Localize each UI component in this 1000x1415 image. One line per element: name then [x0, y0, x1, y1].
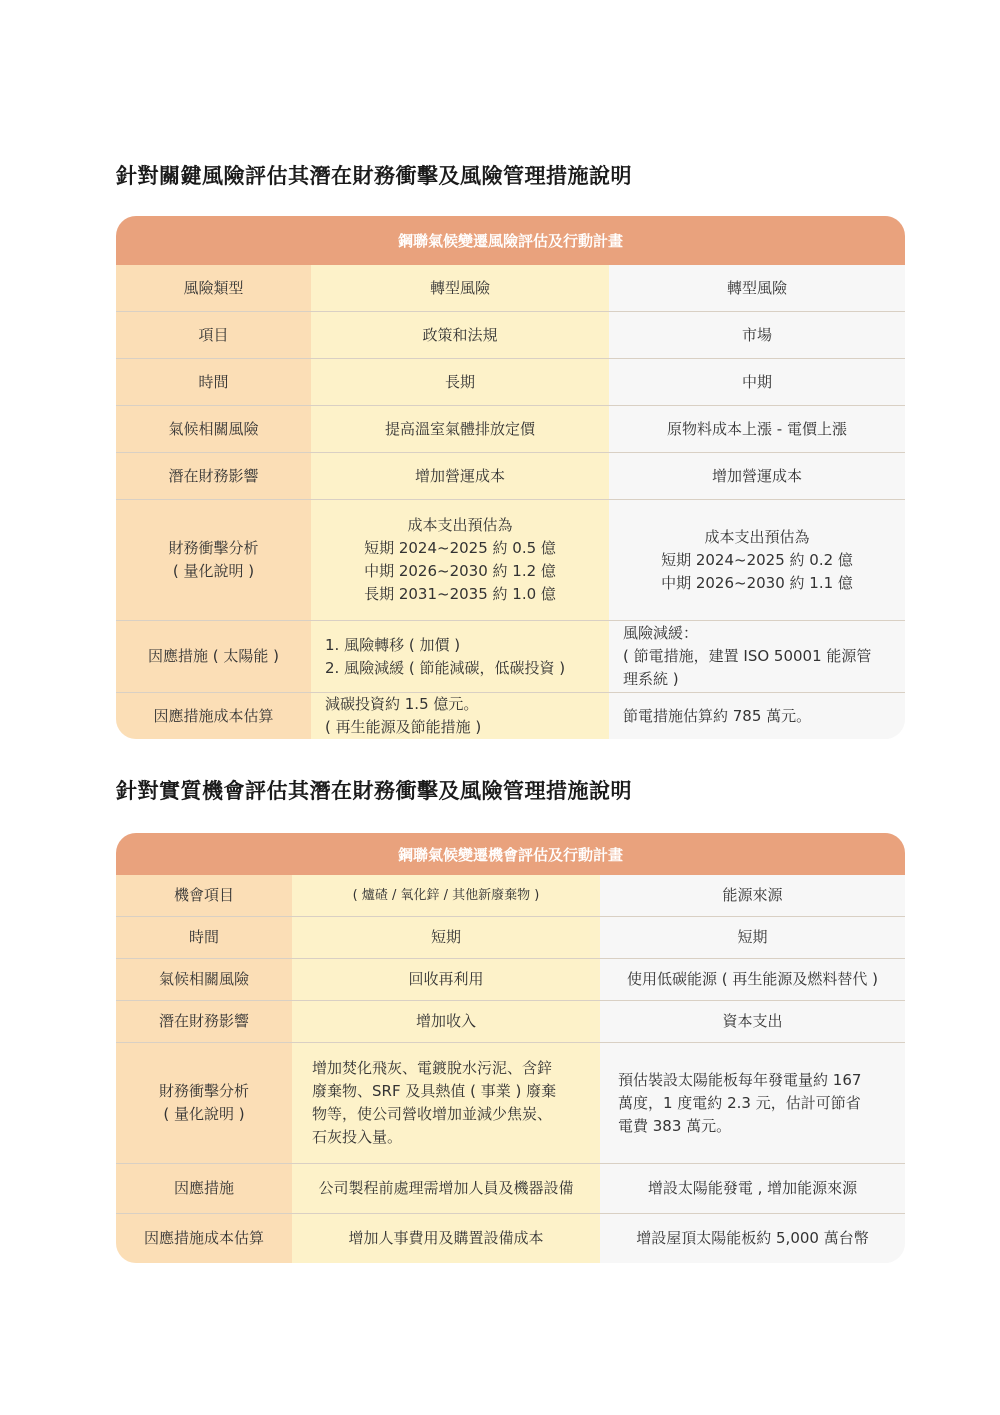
policy-risk-cell: 減碳投資約 1.5 億元。 ( 再生能源及節能措施 ) [311, 693, 609, 739]
market-risk-cell: 增加營運成本 [609, 453, 905, 499]
market-risk-cell: 風險減緩： ( 節電措施，建置 ISO 50001 能源管 理系統 ) [609, 621, 905, 692]
row-label: 氣候相關風險 [116, 959, 292, 1000]
recycling-opportunity-cell: 增加收入 [292, 1001, 600, 1042]
recycling-opportunity-cell: ( 爐碴 / 氧化鋅 / 其他新廢棄物 ) [292, 875, 600, 916]
policy-risk-cell: 1. 風險轉移 ( 加價 ) 2. 風險減緩 ( 節能減碳，低碳投資 ) [311, 621, 609, 692]
policy-risk-cell: 長期 [311, 359, 609, 405]
row-label: 風險類型 [116, 265, 311, 311]
table-row [116, 453, 905, 500]
recycling-opportunity-cell: 增加焚化飛灰、電鍍脫水污泥、含鋅 廢棄物、SRF 及具熱值 ( 事業 ) 廢棄 物等，使公司營收增加並減少焦炭、 石灰投入量。 [292, 1043, 600, 1163]
row-label: 因應措施成本估算 [116, 1214, 292, 1263]
energy-opportunity-cell: 短期 [600, 917, 905, 958]
market-risk-cell: 轉型風險 [609, 265, 905, 311]
policy-risk-cell: 提高溫室氣體排放定價 [311, 406, 609, 452]
row-label: 機會項目 [116, 875, 292, 916]
table-row [116, 693, 905, 739]
risk-assessment-table [116, 216, 905, 739]
energy-opportunity-cell: 能源來源 [600, 875, 905, 916]
recycling-opportunity-cell: 短期 [292, 917, 600, 958]
market-risk-cell: 原物料成本上漲 - 電價上漲 [609, 406, 905, 452]
section-1-title: 針對關鍵風險評估其潛在財務衝擊及風險管理措施說明 [116, 164, 632, 188]
policy-risk-cell: 轉型風險 [311, 265, 609, 311]
table-row [116, 359, 905, 406]
market-risk-cell: 成本支出預估為 短期 2024~2025 約 0.2 億 中期 2026~2030 約 1.1 億 [609, 500, 905, 620]
market-risk-cell: 節電措施估算約 785 萬元。 [609, 693, 905, 739]
row-label: 潛在財務影響 [116, 453, 311, 499]
row-label: 因應措施 [116, 1164, 292, 1213]
row-label: 時間 [116, 359, 311, 405]
market-risk-cell: 中期 [609, 359, 905, 405]
market-risk-cell: 市場 [609, 312, 905, 358]
recycling-opportunity-cell: 公司製程前處理需增加人員及機器設備 [292, 1164, 600, 1213]
table-row [116, 917, 905, 959]
row-label: 項目 [116, 312, 311, 358]
table-row [116, 959, 905, 1001]
table-row [116, 875, 905, 917]
table-row [116, 1164, 905, 1214]
table-row [116, 312, 905, 359]
policy-risk-cell: 政策和法規 [311, 312, 609, 358]
recycling-opportunity-cell: 回收再利用 [292, 959, 600, 1000]
table-row [116, 621, 905, 693]
row-label: 因應措施 ( 太陽能 ) [116, 621, 311, 692]
table-row [116, 265, 905, 312]
row-label: 氣候相關風險 [116, 406, 311, 452]
table-row [116, 500, 905, 621]
energy-opportunity-cell: 增設太陽能發電 , 增加能源來源 [600, 1164, 905, 1213]
opportunity-assessment-table [116, 833, 905, 1263]
row-label: 因應措施成本估算 [116, 693, 311, 739]
row-label: 財務衝擊分析 ( 量化說明 ) [116, 500, 311, 620]
recycling-opportunity-cell: 增加人事費用及購置設備成本 [292, 1214, 600, 1263]
table-row [116, 1043, 905, 1164]
opportunity-table-header: 鋼聯氣候變遷機會評估及行動計畫 [116, 833, 905, 875]
policy-risk-cell: 成本支出預估為 短期 2024~2025 約 0.5 億 中期 2026~2030 約 1.2 億 長期 2031~2035 約 1.0 億 [311, 500, 609, 620]
energy-opportunity-cell: 預估裝設太陽能板每年發電量約 167 萬度，1 度電約 2.3 元，估計可節省 電費 383 萬元。 [600, 1043, 905, 1163]
row-label: 財務衝擊分析 ( 量化說明 ) [116, 1043, 292, 1163]
section-2-title: 針對實質機會評估其潛在財務衝擊及風險管理措施說明 [116, 779, 632, 803]
table-row [116, 406, 905, 453]
row-label: 時間 [116, 917, 292, 958]
energy-opportunity-cell: 資本支出 [600, 1001, 905, 1042]
risk-table-header: 鋼聯氣候變遷風險評估及行動計畫 [116, 216, 905, 265]
table-row [116, 1001, 905, 1043]
policy-risk-cell: 增加營運成本 [311, 453, 609, 499]
energy-opportunity-cell: 增設屋頂太陽能板約 5,000 萬台幣 [600, 1214, 905, 1263]
table-row [116, 1214, 905, 1263]
energy-opportunity-cell: 使用低碳能源 ( 再生能源及燃料替代 ) [600, 959, 905, 1000]
row-label: 潛在財務影響 [116, 1001, 292, 1042]
